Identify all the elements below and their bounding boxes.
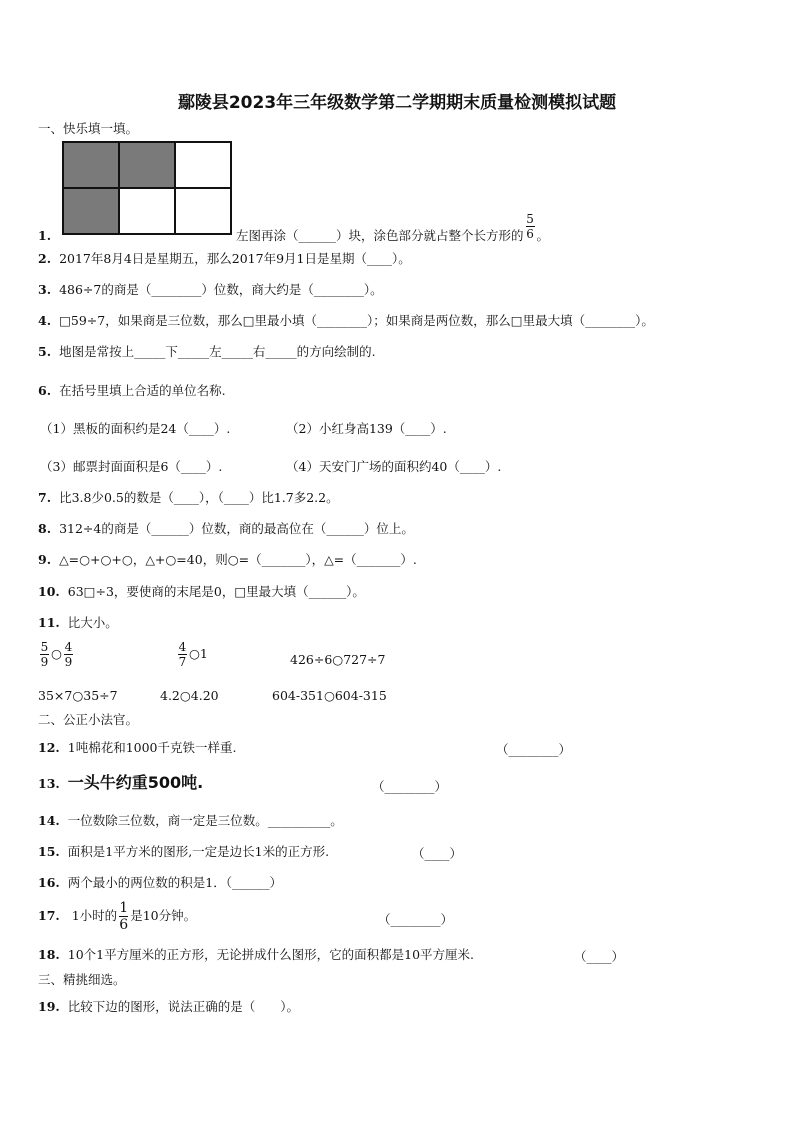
question-10 <box>38 584 365 600</box>
question-text: 在括号里填上合适的单位名称. <box>59 383 226 398</box>
question-text: 486÷7的商是（________）位数，商大约是（________）。 <box>59 282 383 297</box>
fraction-denominator: 7 <box>178 655 187 669</box>
question-19 <box>38 999 299 1015</box>
question-text: □59÷7，如果商是三位数，那么□里最小填（________）；如果商是两位数，那么□里最大填（________）。 <box>59 313 654 328</box>
fraction-numerator: 5 <box>40 640 49 654</box>
question-text: 63□÷3，要使商的末尾是0，□里最大填（______）。 <box>67 584 365 599</box>
compare-3: 426÷6○727÷7 <box>290 652 386 667</box>
question-16 <box>38 875 282 891</box>
question-4 <box>38 313 654 329</box>
compare-circle[interactable]: ○ <box>51 646 62 661</box>
question-number: 17. <box>38 908 60 923</box>
question-6-part-1: （1）黑板的面积约是24（____）. <box>40 421 231 436</box>
question-9 <box>38 552 417 568</box>
question-14 <box>38 813 343 829</box>
question-6 <box>38 383 226 399</box>
question-text: 2017年8月4日是星期五，那么2017年9月1日是星期（____）。 <box>59 251 411 266</box>
question-8 <box>38 521 414 537</box>
question-text: 地图是常按上_____下_____左_____右_____的方向绘制的. <box>59 344 376 359</box>
answer-paren[interactable]: （____） <box>412 846 463 861</box>
grid-cell <box>175 188 231 234</box>
question-text: 是10分钟。 <box>130 908 197 923</box>
question-text: 一位数除三位数，商一定是三位数。__________。 <box>67 813 343 828</box>
page-title: 鄢陵县2023年三年级数学第二学期期末质量检测模拟试题 <box>177 93 617 113</box>
answer-paren[interactable]: （________） <box>496 742 572 757</box>
fraction-denominator: 9 <box>64 655 73 669</box>
question-number: 15. <box>38 844 60 859</box>
question-number: 18. <box>38 947 60 962</box>
fraction-numerator: 4 <box>178 640 187 654</box>
compare-5: 4.2○4.20 <box>160 688 219 703</box>
question-number: 3. <box>38 282 52 297</box>
grid-cell <box>119 188 175 234</box>
q1-text: 左图再涂（ <box>236 228 299 243</box>
question-number: 8. <box>38 521 52 536</box>
question-number: 14. <box>38 813 60 828</box>
question-1 <box>38 228 59 244</box>
section-1-heading: 一、快乐填一填。 <box>38 121 139 136</box>
question-6-part-2: （2）小红身高139（____）. <box>286 421 447 436</box>
fraction-denominator: 6 <box>119 917 129 933</box>
q1-blank[interactable]: ______ <box>298 228 337 243</box>
fraction <box>64 640 73 669</box>
fraction-denominator: 6 <box>526 227 534 241</box>
question-2 <box>38 251 411 267</box>
question-number: 11. <box>38 615 60 630</box>
question-number: 10. <box>38 584 60 599</box>
answer-paren[interactable]: （________） <box>378 912 454 927</box>
section-3-heading: 三、精挑细选。 <box>38 972 126 987</box>
question-5 <box>38 344 376 360</box>
question-text: 一头牛约重500吨. <box>67 773 204 792</box>
grid-cell <box>63 188 119 234</box>
question-text: 两个最小的两位数的积是1．（______） <box>67 875 282 890</box>
question-12 <box>38 740 237 756</box>
question-number: 9. <box>38 552 52 567</box>
question-7 <box>38 490 339 506</box>
rectangle-grid-figure <box>62 141 232 235</box>
question-18 <box>38 947 474 963</box>
question-6-part-3: （3）邮票封面面积是6（____）. <box>40 459 223 474</box>
q1-after: ）块，涂色部分就占整个长方形的 <box>336 228 524 243</box>
question-text: △=○+○+○，△+○=40，则○=（_______），△=（_______）. <box>59 552 417 567</box>
grid-cell <box>175 142 231 188</box>
fraction <box>119 900 128 933</box>
question-number: 7. <box>38 490 52 505</box>
question-text: 面积是1平方米的图形,一定是边长1米的正方形. <box>67 844 330 859</box>
question-1-text <box>236 212 550 251</box>
question-17 <box>38 900 196 933</box>
question-number: 19. <box>38 999 60 1014</box>
question-text: 比较下边的图形，说法正确的是（ ）。 <box>67 999 300 1014</box>
q1-end: 。 <box>536 228 550 243</box>
fraction-denominator: 9 <box>40 655 49 669</box>
fraction-numerator: 5 <box>526 212 534 226</box>
question-15 <box>38 844 329 860</box>
question-number: 4. <box>38 313 52 328</box>
question-number: 12. <box>38 740 60 755</box>
question-text: 1吨棉花和1000千克铁一样重. <box>67 740 237 755</box>
question-text: 比3.8少0.5的数是（____），（____）比1.7多2.2。 <box>59 490 339 505</box>
compare-2 <box>176 640 208 669</box>
question-text: 10个1平方厘米的正方形，无论拼成什么图形，它的面积都是10平方厘米. <box>67 947 474 962</box>
question-6-part-4: （4）天安门广场的面积约40（____）. <box>286 459 502 474</box>
fraction-numerator: 4 <box>64 640 73 654</box>
compare-4: 35×7○35÷7 <box>38 688 118 703</box>
question-3 <box>38 282 383 298</box>
answer-paren[interactable]: （____） <box>574 949 625 964</box>
grid-cell <box>63 142 119 188</box>
q1-fraction <box>526 212 535 241</box>
compare-6: 604-351○604-315 <box>272 688 387 703</box>
question-11 <box>38 615 118 631</box>
fraction-numerator: 1 <box>119 900 129 916</box>
question-number: 1. <box>38 228 52 243</box>
compare-expression: ○1 <box>189 646 208 661</box>
compare-1 <box>38 640 75 669</box>
question-text: 1小时的 <box>71 908 118 923</box>
fraction <box>40 640 49 669</box>
section-2-heading: 二、公正小法官。 <box>38 712 139 727</box>
question-number: 2. <box>38 251 52 266</box>
fraction <box>178 640 187 669</box>
question-text: 312÷4的商是（______）位数，商的最高位在（______）位上。 <box>59 521 414 536</box>
question-13 <box>38 775 203 792</box>
grid-cell <box>119 142 175 188</box>
question-number: 6. <box>38 383 52 398</box>
question-number: 5. <box>38 344 52 359</box>
question-text: 比大小。 <box>67 615 118 630</box>
question-number: 13. <box>38 776 60 791</box>
question-number: 16. <box>38 875 60 890</box>
answer-paren[interactable]: （________） <box>372 779 448 794</box>
